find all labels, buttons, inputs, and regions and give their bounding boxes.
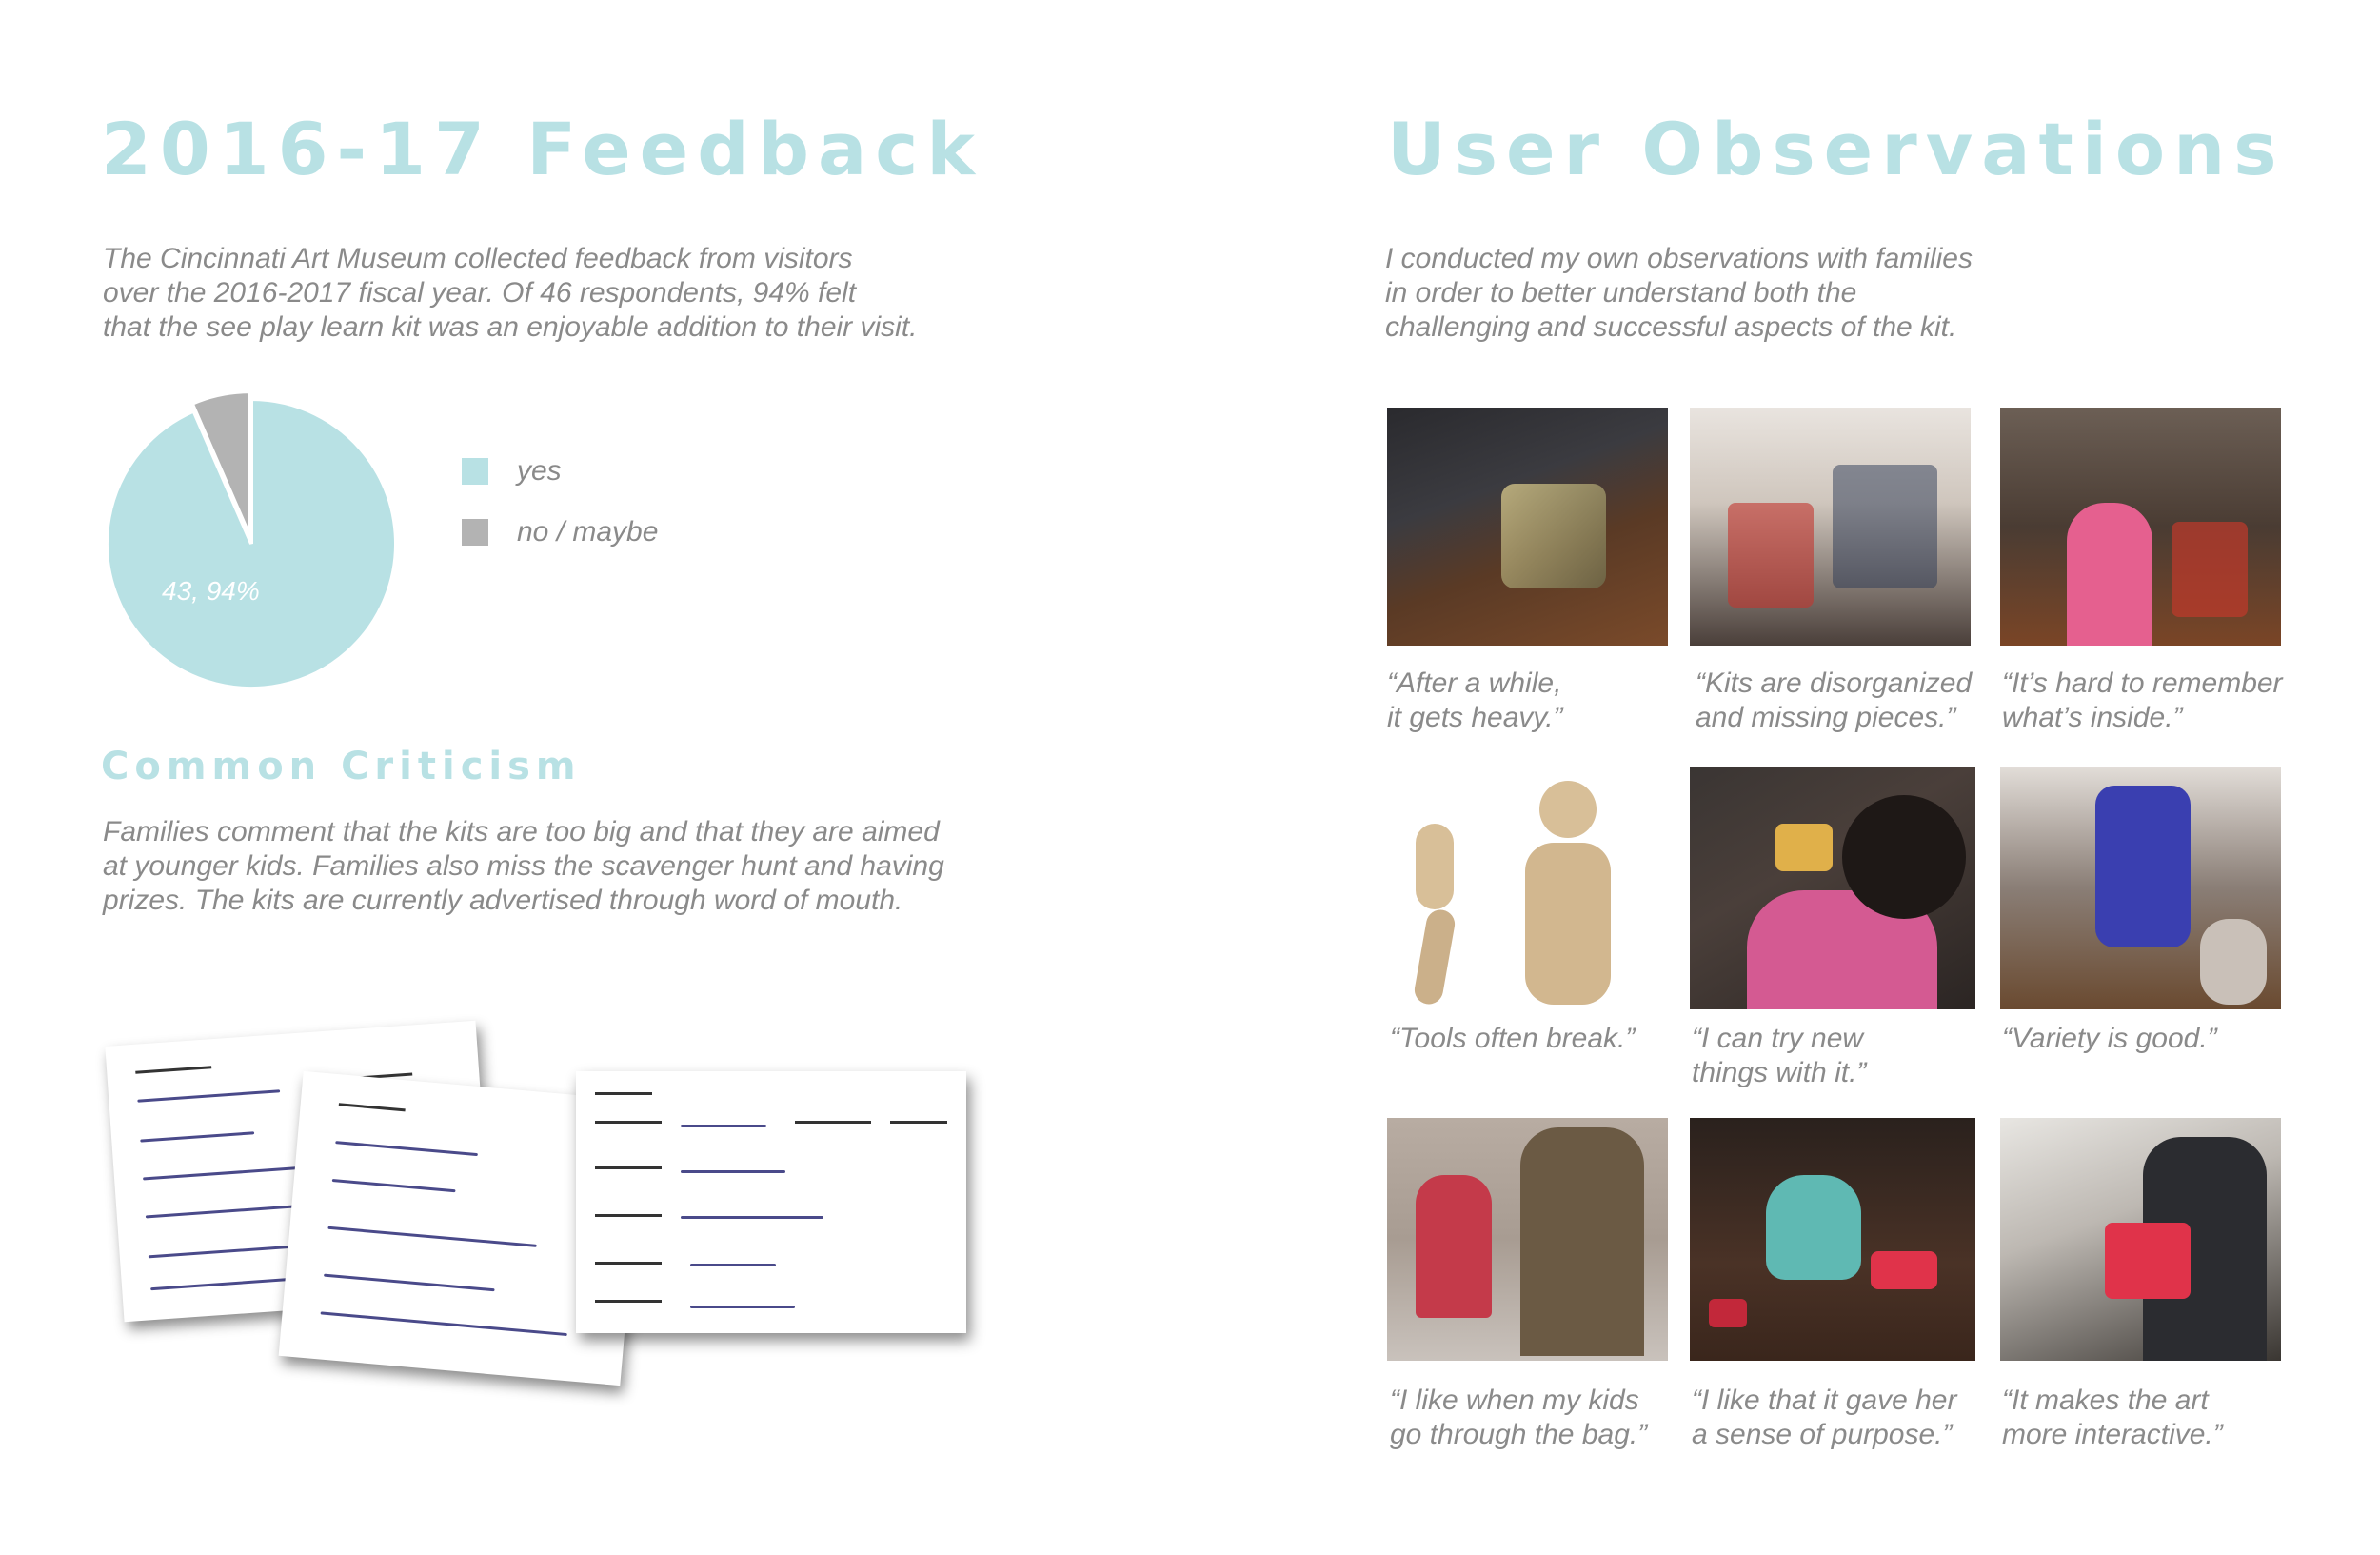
photo-caption: “Kits are disorganized and missing pieces.” <box>1696 668 1973 733</box>
feedback-pie-chart <box>80 379 423 722</box>
observations-intro-line: challenging and successful aspects of the kit. <box>1385 311 1957 343</box>
legend-swatch-no-maybe <box>462 519 488 546</box>
photo-caption: “It makes the art more interactive.” <box>2002 1385 2223 1450</box>
feedback-intro-line: The Cincinnati Art Museum collected feedback from visitors <box>103 243 853 274</box>
feedback-intro-line: over the 2016-2017 fiscal year. Of 46 respondents, 94% felt <box>103 277 857 309</box>
photo-open-kits <box>1690 408 1971 646</box>
photo-family-in-gallery <box>2000 767 2281 1009</box>
observations-intro <box>1385 242 1973 345</box>
legend-item-no-maybe <box>462 516 658 548</box>
photo-bag-on-floor <box>1387 408 1668 646</box>
pie-data-label-yes: 43, 94% <box>162 576 260 606</box>
photo-broken-mannequin <box>1387 767 1668 1009</box>
photo-child-on-floor <box>1690 1118 1975 1361</box>
criticism-text <box>103 815 944 918</box>
photo-caption: “Variety is good.” <box>2002 1023 2217 1054</box>
photo-caption: “Tools often break.” <box>1390 1023 1636 1054</box>
criticism-line: at younger kids. Families also miss the scavenger hunt and having <box>103 850 944 882</box>
photo-girl-with-viewer <box>1690 767 1975 1009</box>
criticism-heading: Common Criticism <box>101 745 582 788</box>
feedback-intro-line: that the see play learn kit was an enjoyable addition to their visit. <box>103 311 918 343</box>
photo-caption: “I like when my kids go through the bag.” <box>1390 1385 1648 1450</box>
photo-kids-with-bag <box>1387 1118 1668 1361</box>
feedback-title: 2016-17 Feedback <box>101 107 983 191</box>
criticism-line: Families comment that the kits are too big and that they are aimed <box>103 816 940 847</box>
photo-caption: “After a while, it gets heavy.” <box>1387 668 1563 733</box>
legend-label-no-maybe: no / maybe <box>517 516 659 548</box>
observations-intro-line: I conducted my own observations with families <box>1385 243 1973 274</box>
photo-caption: “I like that it gave her a sense of purpose.” <box>1692 1385 1957 1450</box>
legend-item-yes <box>462 455 562 488</box>
photo-child-with-adult <box>2000 1118 2281 1361</box>
survey-sheet-front <box>576 1071 966 1333</box>
observations-title: User Observations <box>1387 107 2286 191</box>
photo-girl-at-counter <box>2000 408 2281 646</box>
legend-label-yes: yes <box>517 455 562 487</box>
photo-caption: “I can try new things with it.” <box>1692 1023 1867 1088</box>
photo-caption: “It’s hard to remember what’s inside.” <box>2002 668 2283 733</box>
observations-intro-line: in order to better understand both the <box>1385 277 1857 309</box>
feedback-intro <box>103 242 918 345</box>
criticism-line: prizes. The kits are currently advertised through word of mouth. <box>103 885 903 916</box>
legend-swatch-yes <box>462 458 488 485</box>
